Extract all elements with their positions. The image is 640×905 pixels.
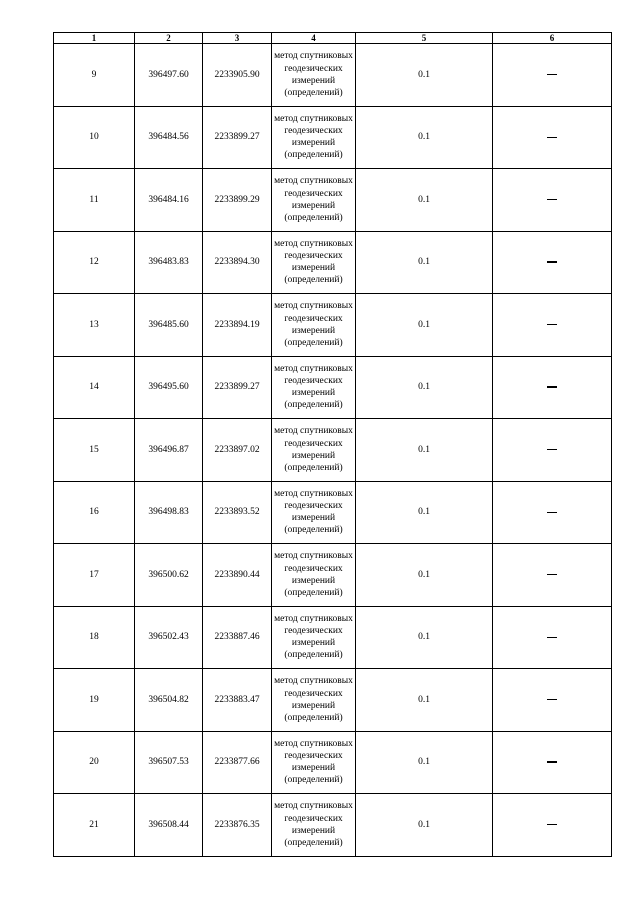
point-number-cell: 9 bbox=[54, 44, 135, 107]
x-coordinate-cell: 396484.56 bbox=[135, 106, 203, 169]
method-cell: метод спутниковых геодезических измерений (определений) bbox=[272, 106, 356, 169]
header-col-5: 5 bbox=[356, 33, 493, 44]
y-coordinate-cell: 2233887.46 bbox=[203, 606, 272, 669]
y-coordinate-cell: 2233877.66 bbox=[203, 731, 272, 794]
accuracy-cell: 0.1 bbox=[356, 731, 493, 794]
dash-mark bbox=[547, 261, 557, 263]
coordinates-table bbox=[53, 32, 612, 857]
header-col-6: 6 bbox=[493, 33, 612, 44]
point-number-cell: 15 bbox=[54, 419, 135, 482]
method-cell: метод спутниковых геодезических измерений (определений) bbox=[272, 481, 356, 544]
point-number-cell: 13 bbox=[54, 294, 135, 357]
accuracy-cell: 0.1 bbox=[356, 669, 493, 732]
y-coordinate-cell: 2233894.19 bbox=[203, 294, 272, 357]
dash-mark bbox=[547, 74, 557, 75]
header-col-4: 4 bbox=[272, 33, 356, 44]
y-coordinate-cell: 2233894.30 bbox=[203, 231, 272, 294]
note-cell bbox=[493, 106, 612, 169]
point-number-cell: 11 bbox=[54, 169, 135, 232]
method-cell: метод спутниковых геодезических измерений (определений) bbox=[272, 231, 356, 294]
method-cell: метод спутниковых геодезических измерений (определений) bbox=[272, 44, 356, 107]
dash-mark bbox=[547, 449, 557, 450]
point-number-cell: 21 bbox=[54, 794, 135, 857]
dash-mark bbox=[547, 699, 557, 700]
method-cell: метод спутниковых геодезических измерений (определений) bbox=[272, 606, 356, 669]
method-cell: метод спутниковых геодезических измерений (определений) bbox=[272, 169, 356, 232]
point-number-cell: 19 bbox=[54, 669, 135, 732]
note-cell bbox=[493, 169, 612, 232]
x-coordinate-cell: 396507.53 bbox=[135, 731, 203, 794]
dash-mark bbox=[547, 137, 557, 138]
note-cell bbox=[493, 669, 612, 732]
accuracy-cell: 0.1 bbox=[356, 544, 493, 607]
x-coordinate-cell: 396504.82 bbox=[135, 669, 203, 732]
method-cell: метод спутниковых геодезических измерений (определений) bbox=[272, 419, 356, 482]
x-coordinate-cell: 396497.60 bbox=[135, 44, 203, 107]
table-row bbox=[54, 669, 612, 732]
accuracy-cell: 0.1 bbox=[356, 794, 493, 857]
x-coordinate-cell: 396498.83 bbox=[135, 481, 203, 544]
table-row bbox=[54, 169, 612, 232]
dash-mark bbox=[547, 512, 557, 513]
accuracy-cell: 0.1 bbox=[356, 294, 493, 357]
y-coordinate-cell: 2233905.90 bbox=[203, 44, 272, 107]
note-cell bbox=[493, 44, 612, 107]
accuracy-cell: 0.1 bbox=[356, 356, 493, 419]
table-row bbox=[54, 731, 612, 794]
dash-mark bbox=[547, 574, 557, 575]
point-number-cell: 17 bbox=[54, 544, 135, 607]
table-row bbox=[54, 794, 612, 857]
accuracy-cell: 0.1 bbox=[356, 106, 493, 169]
accuracy-cell: 0.1 bbox=[356, 44, 493, 107]
y-coordinate-cell: 2233893.52 bbox=[203, 481, 272, 544]
y-coordinate-cell: 2233883.47 bbox=[203, 669, 272, 732]
method-cell: метод спутниковых геодезических измерений (определений) bbox=[272, 544, 356, 607]
accuracy-cell: 0.1 bbox=[356, 231, 493, 294]
x-coordinate-cell: 396495.60 bbox=[135, 356, 203, 419]
table-row bbox=[54, 106, 612, 169]
method-cell: метод спутниковых геодезических измерений (определений) bbox=[272, 294, 356, 357]
dash-mark bbox=[547, 199, 557, 200]
note-cell bbox=[493, 544, 612, 607]
table-row bbox=[54, 481, 612, 544]
dash-mark bbox=[547, 324, 557, 325]
x-coordinate-cell: 396502.43 bbox=[135, 606, 203, 669]
point-number-cell: 20 bbox=[54, 731, 135, 794]
y-coordinate-cell: 2233899.29 bbox=[203, 169, 272, 232]
table-row bbox=[54, 231, 612, 294]
table-row bbox=[54, 606, 612, 669]
header-col-1: 1 bbox=[54, 33, 135, 44]
x-coordinate-cell: 396485.60 bbox=[135, 294, 203, 357]
point-number-cell: 18 bbox=[54, 606, 135, 669]
note-cell bbox=[493, 731, 612, 794]
table-row bbox=[54, 419, 612, 482]
note-cell bbox=[493, 294, 612, 357]
accuracy-cell: 0.1 bbox=[356, 419, 493, 482]
method-cell: метод спутниковых геодезических измерений (определений) bbox=[272, 356, 356, 419]
note-cell bbox=[493, 606, 612, 669]
y-coordinate-cell: 2233899.27 bbox=[203, 106, 272, 169]
note-cell bbox=[493, 231, 612, 294]
x-coordinate-cell: 396496.87 bbox=[135, 419, 203, 482]
accuracy-cell: 0.1 bbox=[356, 481, 493, 544]
x-coordinate-cell: 396508.44 bbox=[135, 794, 203, 857]
method-cell: метод спутниковых геодезических измерений (определений) bbox=[272, 794, 356, 857]
dash-mark bbox=[547, 637, 557, 638]
point-number-cell: 10 bbox=[54, 106, 135, 169]
dash-mark bbox=[547, 824, 557, 825]
table-row bbox=[54, 294, 612, 357]
method-cell: метод спутниковых геодезических измерений (определений) bbox=[272, 731, 356, 794]
table-row bbox=[54, 544, 612, 607]
header-col-3: 3 bbox=[203, 33, 272, 44]
table-header-row bbox=[54, 33, 612, 44]
note-cell bbox=[493, 419, 612, 482]
x-coordinate-cell: 396484.16 bbox=[135, 169, 203, 232]
accuracy-cell: 0.1 bbox=[356, 606, 493, 669]
note-cell bbox=[493, 356, 612, 419]
point-number-cell: 16 bbox=[54, 481, 135, 544]
y-coordinate-cell: 2233897.02 bbox=[203, 419, 272, 482]
point-number-cell: 12 bbox=[54, 231, 135, 294]
x-coordinate-cell: 396483.83 bbox=[135, 231, 203, 294]
y-coordinate-cell: 2233890.44 bbox=[203, 544, 272, 607]
point-number-cell: 14 bbox=[54, 356, 135, 419]
note-cell bbox=[493, 794, 612, 857]
y-coordinate-cell: 2233876.35 bbox=[203, 794, 272, 857]
y-coordinate-cell: 2233899.27 bbox=[203, 356, 272, 419]
dash-mark bbox=[547, 761, 557, 763]
table-row bbox=[54, 356, 612, 419]
method-cell: метод спутниковых геодезических измерений (определений) bbox=[272, 669, 356, 732]
x-coordinate-cell: 396500.62 bbox=[135, 544, 203, 607]
header-col-2: 2 bbox=[135, 33, 203, 44]
table-row bbox=[54, 44, 612, 107]
dash-mark bbox=[547, 386, 557, 388]
note-cell bbox=[493, 481, 612, 544]
accuracy-cell: 0.1 bbox=[356, 169, 493, 232]
